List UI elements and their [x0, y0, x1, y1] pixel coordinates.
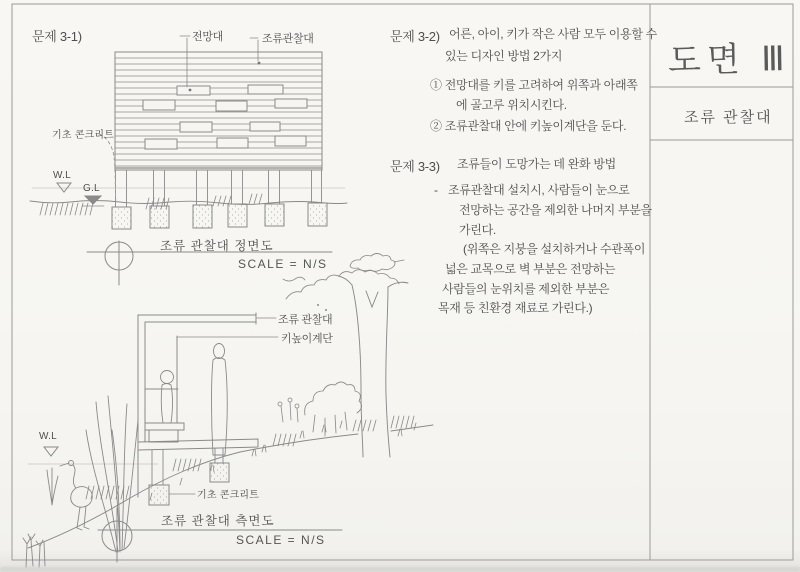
problem2-label: 문제 3-2)	[390, 29, 440, 44]
foundation-label-side: 기초 콘크리트	[197, 490, 260, 501]
section-adult-figure	[212, 344, 228, 456]
problem2-line1: 어른, 아이, 키가 작은 사람 모두 이용할 수	[449, 27, 657, 41]
ground-level-label-front: G.L	[83, 183, 100, 194]
problem3-line4: 가린다.	[459, 223, 496, 237]
problem3-label: 문제 3-3)	[390, 159, 440, 174]
problem3-dash: -	[434, 183, 438, 197]
problem3-line7: 사람들의 눈위치를 제외한 부분은	[442, 282, 610, 296]
reed-plants	[23, 396, 138, 568]
problem2-line2: 있는 디자인 방법 2가지	[445, 49, 563, 63]
observatory-label-side: 조류 관찰대	[278, 314, 333, 326]
water-level-label-front: W.L	[53, 170, 71, 181]
grass-tufts	[150, 421, 416, 500]
problem3-line2: 조류관찰대 설치시, 사람들이 눈으로	[448, 183, 630, 197]
front-view-title: 조류 관찰대 정면도	[160, 239, 274, 253]
problem3-line3: 전망하는 공간을 제외한 나머지 부분을	[459, 203, 652, 217]
side-view-title: 조류 관찰대 측면도	[161, 514, 275, 528]
side-view-scale: SCALE = N/S	[236, 533, 326, 547]
problem2-item1-line1: ① 전망대를 키를 고려하여 위쪽과 아래쪽	[430, 78, 638, 92]
foundation-label-front: 기초 콘크리트	[52, 130, 115, 141]
deck-window-label: 전망대	[192, 31, 223, 43]
problem1-label: 문제 3-1)	[32, 29, 82, 44]
front-elevation-windows	[143, 85, 307, 149]
problem3-line1: 조류들이 도망가는 데 완화 방법	[457, 157, 616, 171]
sheet-title: 조류 관찰대	[684, 109, 773, 126]
cloud-sketch	[350, 254, 404, 272]
scan-edge-shadow	[0, 567, 800, 572]
problem2-item1-line2: 에 골고루 위치시킨다.	[456, 98, 567, 112]
front-elevation-footings	[112, 203, 327, 229]
problem3-line5: (위쪽은 지붕을 설치하거나 수관폭이	[463, 242, 646, 256]
bush	[305, 382, 362, 436]
sheet-number: 도면 Ⅲ	[667, 39, 791, 81]
heron-bird	[60, 461, 92, 531]
problem3-line8: 목재 등 친환경 재료로 가린다.)	[438, 301, 593, 315]
front-ground-lines	[30, 188, 347, 205]
water-level-label-side: W.L	[39, 431, 57, 442]
flowers	[278, 398, 299, 422]
step-label-side: 키높이계단	[281, 333, 333, 345]
observatory-label-front: 조류관찰대	[262, 33, 314, 45]
section-level-symbol	[44, 447, 58, 456]
front-view-scale: SCALE = N/S	[238, 257, 328, 271]
section-child-figure	[161, 371, 174, 424]
problem3-line6: 넓은 교목으로 벽 부분은 전망하는	[445, 262, 616, 276]
problem2-item2: ② 조류관찰대 안에 키높이계단을 둔다.	[430, 119, 627, 133]
